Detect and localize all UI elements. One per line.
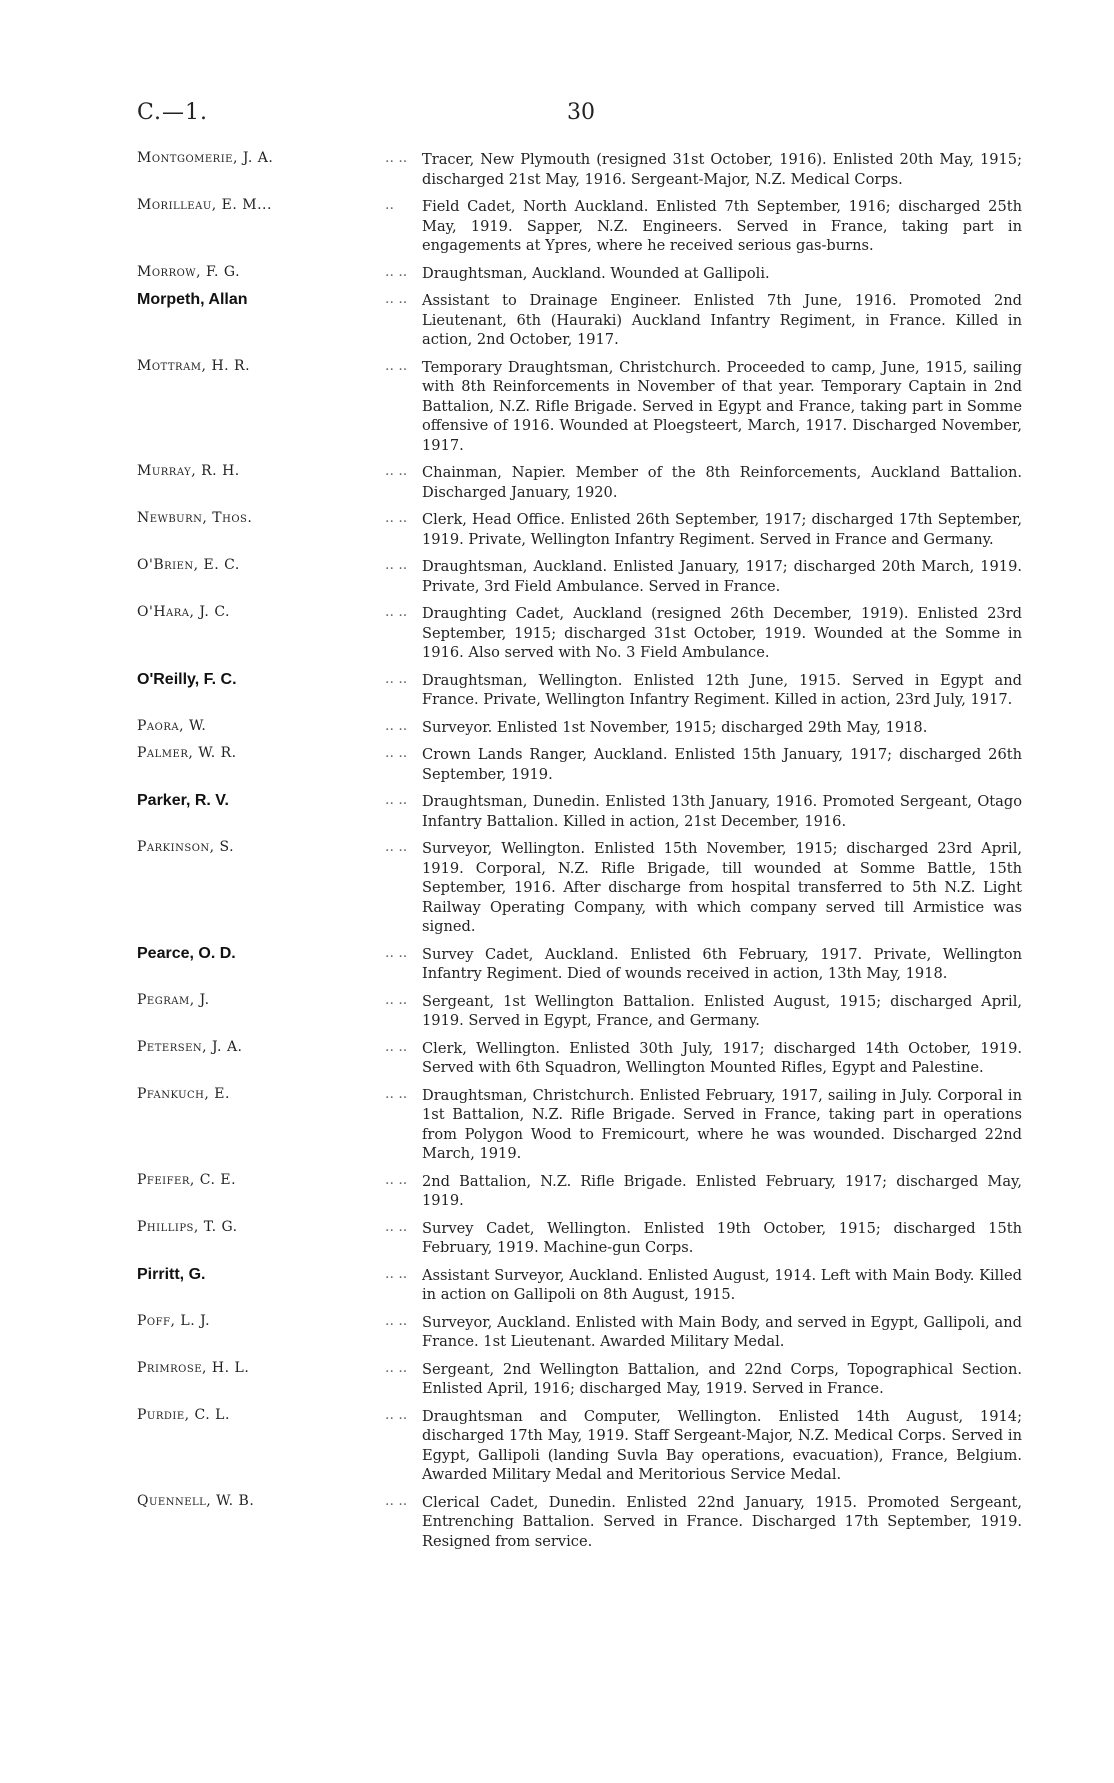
leader-dots: .. .. xyxy=(385,150,408,166)
list-item xyxy=(137,745,1022,784)
entry-name: Primrose, H. L. xyxy=(137,1359,250,1376)
entry-description: Surveyor, Auckland. Enlisted with Main Body, and served in Egypt, Gallipoli, and France. 1st Lieutenant. Awarded Military Medal. xyxy=(422,1313,1022,1350)
entry-description: Draughtsman, Christchurch. Enlisted February, 1917, sailing in July. Corporal in 1st Battalion, N.Z. Rifle Brigade. Served in France, taking part in operations from Polygon Wood to Fremicourt, where he was wounded. Discharged 22nd March, 1919. xyxy=(422,1086,1022,1162)
entry-description: Surveyor. Enlisted 1st November, 1915; discharged 29th May, 1918. xyxy=(422,718,928,736)
personnel-list xyxy=(137,150,1022,1559)
leader-dots: .. .. xyxy=(385,1265,408,1282)
entry-name: Parkinson, S. xyxy=(137,839,235,855)
leader-dots: .. .. xyxy=(385,991,408,1008)
list-item xyxy=(137,1085,1022,1164)
entry-name: Montgomerie, J. A. xyxy=(137,150,274,166)
entry-name: Morpeth, Allan xyxy=(137,291,248,308)
entry-description: Draughtsman, Wellington. Enlisted 12th June, 1915. Served in Egypt and France. Private, Wellington Infantry Regiment. Killed in action, 23rd July, 1917. xyxy=(422,671,1022,708)
entry-description: Clerk, Wellington. Enlisted 30th July, 1917; discharged 14th October, 1919. Served with 6th Squadron, Wellington Mounted Rifles, Egypt and Palestine. xyxy=(422,1039,1022,1076)
list-item xyxy=(137,463,1022,502)
leader-dots: .. .. xyxy=(385,291,408,307)
entry-description: Draughtsman and Computer, Wellington. Enlisted 14th August, 1914; discharged 17th May, 1919. Staff Sergeant-Major, N.Z. Medical Corps. Served in Egypt, Gallipoli (landing Suvla Bay operations, evacuation), France, Belgium. Awarded Military Medal and Meritorious Service Medal. xyxy=(422,1407,1022,1483)
entry-name: Petersen, J. A. xyxy=(137,1038,243,1055)
list-item xyxy=(137,792,1022,831)
list-item xyxy=(137,197,1022,256)
leader-dots: .. .. xyxy=(385,745,408,761)
entry-description: Tracer, New Plymouth (resigned 31st October, 1916). Enlisted 20th May, 1915; discharged 21st May, 1916. Sergeant-Major, N.Z. Medical Corps. xyxy=(422,151,1022,188)
leader-dots: .. .. xyxy=(385,1492,408,1509)
entry-name: Phillips, T. G. xyxy=(137,1218,238,1235)
leader-dots: .. .. xyxy=(385,1038,408,1055)
leader-dots: .. .. xyxy=(385,839,408,855)
leader-dots: .. .. xyxy=(385,1406,408,1423)
list-item xyxy=(137,604,1022,663)
entry-name: Mottram, H. R. xyxy=(137,357,251,374)
entry-description: Clerical Cadet, Dunedin. Enlisted 22nd January, 1915. Promoted Sergeant, Entrenching Battalion. Served in France. Discharged 17th September, 1919. Resigned from service. xyxy=(422,1493,1022,1550)
list-item xyxy=(137,944,1022,984)
entry-description: Draughtsman, Auckland. Enlisted January, 1917; discharged 20th March, 1919. Private, 3rd Field Ambulance. Served in France. xyxy=(422,558,1022,595)
list-item xyxy=(137,557,1022,596)
entry-name: Murray, R. H. xyxy=(137,463,240,479)
entry-description: Assistant Surveyor, Auckland. Enlisted August, 1914. Left with Main Body. Killed in action on Gallipoli on 8th August, 1915. xyxy=(422,1266,1022,1303)
entry-description: Temporary Draughtsman, Christchurch. Proceeded to camp, June, 1915, sailing with 8th Reinforcements in November of that year. Temporary Captain in 2nd Battalion, N.Z. Rifle Brigade. Served in Egypt and France, taking part in Somme offensive of 1916. Wounded at Ploegsteert, March, 1917. Discharged November, 1917. xyxy=(422,358,1022,454)
leader-dots: .. .. xyxy=(385,792,408,808)
entry-name: Pfankuch, E. xyxy=(137,1085,230,1102)
entry-description: Clerk, Head Office. Enlisted 26th September, 1917; discharged 17th September, 1919. Private, Wellington Infantry Regiment. Served in France and Germany. xyxy=(422,511,1022,548)
list-item xyxy=(137,291,1022,350)
entry-name: Paora, W. xyxy=(137,717,207,734)
leader-dots: .. xyxy=(385,197,394,213)
entry-description: Draughtsman, Dunedin. Enlisted 13th January, 1916. Promoted Sergeant, Otago Infantry Battalion. Killed in action, 21st December, 1916. xyxy=(422,793,1022,830)
list-item xyxy=(137,357,1022,456)
entry-name: Newburn, Thos. xyxy=(137,510,253,526)
entry-name: Pegram, J. xyxy=(137,991,210,1008)
entry-description: Sergeant, 2nd Wellington Battalion, and 22nd Corps, Topographical Section. Enlisted April, 1916; discharged May, 1919. Served in France. xyxy=(422,1360,1022,1397)
list-item xyxy=(137,670,1022,710)
list-item xyxy=(137,1406,1022,1485)
list-item xyxy=(137,718,1017,738)
entry-name: O'Reilly, F. C. xyxy=(137,670,237,688)
entry-name: Parker, R. V. xyxy=(137,792,229,809)
leader-dots: .. .. xyxy=(385,1171,408,1188)
list-item xyxy=(137,1492,1022,1552)
entry-name: Poff, L. J. xyxy=(137,1312,211,1329)
leader-dots: .. .. xyxy=(385,670,408,687)
leader-dots: .. .. xyxy=(385,604,408,620)
list-item xyxy=(137,839,1022,937)
leader-dots: .. .. xyxy=(385,557,408,573)
list-item xyxy=(137,510,1022,549)
list-item xyxy=(137,991,1022,1031)
list-item xyxy=(137,150,1022,189)
list-item xyxy=(137,1312,1022,1352)
entry-name: Purdie, C. L. xyxy=(137,1406,230,1423)
entry-name: Pfeifer, C. E. xyxy=(137,1171,237,1188)
list-item xyxy=(137,1218,1022,1258)
entry-description: Field Cadet, North Auckland. Enlisted 7th September, 1916; discharged 25th May, 1919. Sapper, N.Z. Engineers. Served in France, taking part in engagements at Ypres, where he received serious gas-burns. xyxy=(422,198,1022,254)
entry-name: Pirritt, G. xyxy=(137,1265,206,1283)
document-reference: C.—1. xyxy=(137,100,209,125)
entry-description: Sergeant, 1st Wellington Battalion. Enlisted August, 1915; discharged April, 1919. Served in Egypt, France, and Germany. xyxy=(422,992,1022,1029)
entry-description: Surveyor, Wellington. Enlisted 15th November, 1915; discharged 23rd April, 1919. Corporal, N.Z. Rifle Brigade, till wounded at Somme Battle, 15th September, 1916. After discharge from hospital transferred to 5th N.Z. Light Railway Operating Company, with which company served till Armistice was signed. xyxy=(422,840,1022,935)
entry-name: Morilleau, E. M... xyxy=(137,197,272,213)
leader-dots: .. .. xyxy=(385,263,408,280)
leader-dots: .. .. xyxy=(385,1218,408,1235)
page-number: 30 xyxy=(567,100,595,125)
leader-dots: .. .. xyxy=(385,1085,408,1102)
entry-name: O'Brien, E. C. xyxy=(137,557,240,573)
list-item xyxy=(137,1171,1022,1211)
leader-dots: .. .. xyxy=(385,717,408,734)
leader-dots: .. .. xyxy=(385,1359,408,1376)
list-item xyxy=(137,1359,1022,1399)
entry-description: Survey Cadet, Auckland. Enlisted 6th February, 1917. Private, Wellington Infantry Regiment. Died of wounds received in action, 13th May, 1918. xyxy=(422,945,1022,982)
leader-dots: .. .. xyxy=(385,1312,408,1329)
entry-name: Morrow, F. G. xyxy=(137,263,241,280)
entry-description: Draughting Cadet, Auckland (resigned 26th December, 1919). Enlisted 23rd September, 1915; discharged 31st October, 1919. Wounded at the Somme in 1916. Also served with No. 3 Field Ambulance. xyxy=(422,605,1022,661)
leader-dots: .. .. xyxy=(385,357,408,374)
entry-description: 2nd Battalion, N.Z. Rifle Brigade. Enlisted February, 1917; discharged May, 1919. xyxy=(422,1172,1022,1209)
entry-name: O'Hara, J. C. xyxy=(137,604,230,620)
list-item xyxy=(137,1038,1022,1078)
leader-dots: .. .. xyxy=(385,944,408,961)
list-item xyxy=(137,1265,1022,1305)
entry-description: Chainman, Napier. Member of the 8th Reinforcements, Auckland Battalion. Discharged January, 1920. xyxy=(422,464,1022,501)
leader-dots: .. .. xyxy=(385,463,408,479)
entry-description: Assistant to Drainage Engineer. Enlisted 7th June, 1916. Promoted 2nd Lieutenant, 6th (Hauraki) Auckland Infantry Regiment, in France. Killed in action, 2nd October, 1917. xyxy=(422,292,1022,348)
entry-description: Survey Cadet, Wellington. Enlisted 19th October, 1915; discharged 15th February, 1919. Machine-gun Corps. xyxy=(422,1219,1022,1256)
entry-description: Draughtsman, Auckland. Wounded at Gallipoli. xyxy=(422,264,770,282)
entry-name: Palmer, W. R. xyxy=(137,745,237,761)
entry-name: Pearce, O. D. xyxy=(137,944,236,962)
leader-dots: .. .. xyxy=(385,510,408,526)
entry-name: Quennell, W. B. xyxy=(137,1492,255,1509)
entry-description: Crown Lands Ranger, Auckland. Enlisted 15th January, 1917; discharged 26th September, 1919. xyxy=(422,746,1022,783)
list-item xyxy=(137,264,1017,284)
